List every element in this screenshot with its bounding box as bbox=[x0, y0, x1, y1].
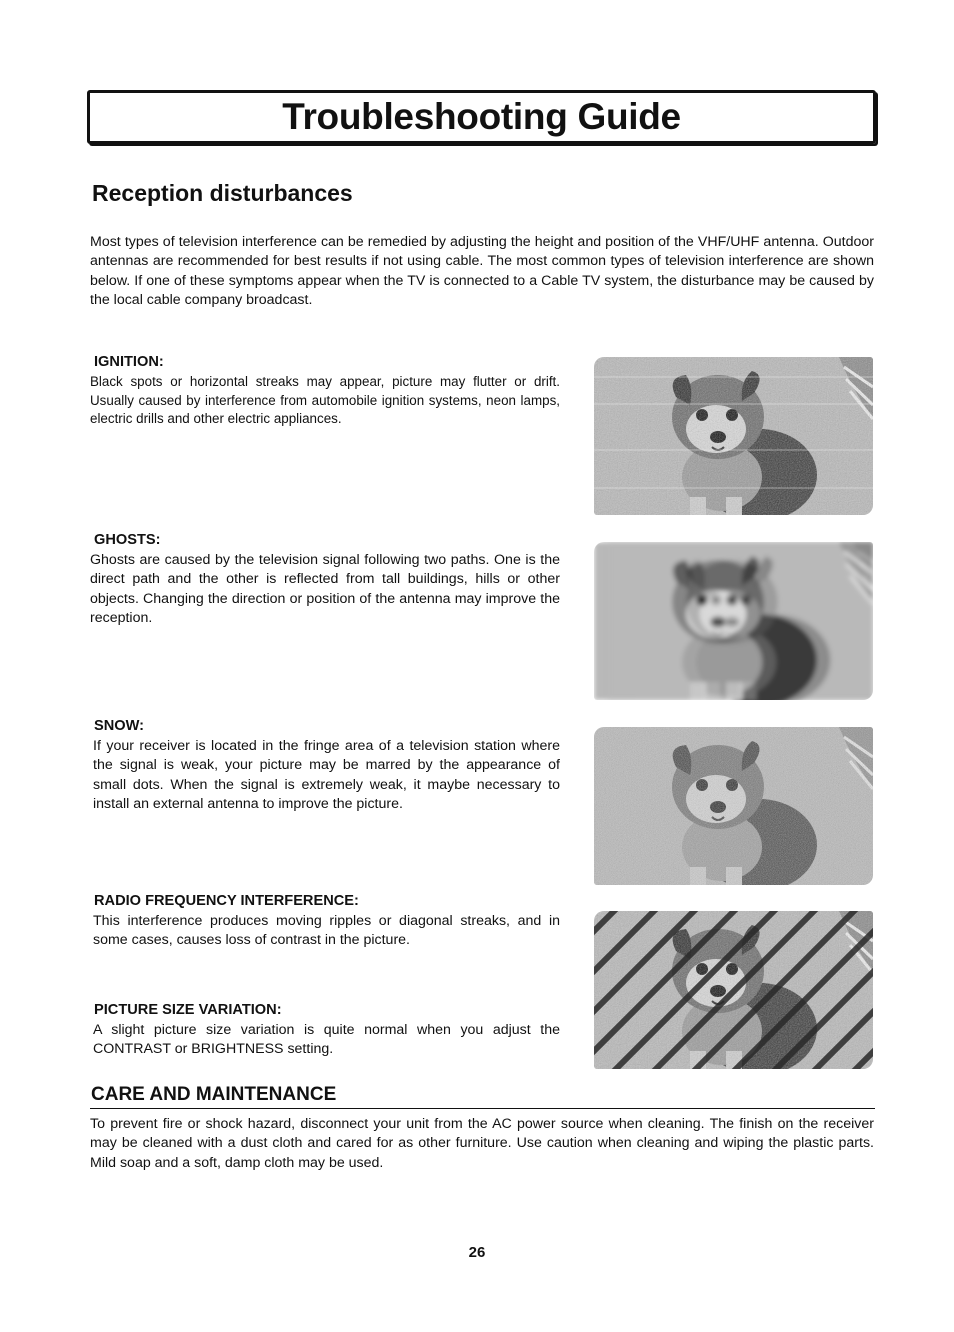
picture-size-heading: PICTURE SIZE VARIATION: bbox=[94, 1002, 282, 1018]
snow-section bbox=[90, 718, 560, 815]
page-title: Troubleshooting Guide bbox=[282, 96, 681, 137]
picture-size-section bbox=[90, 1002, 560, 1060]
care-divider bbox=[90, 1108, 875, 1109]
rf-interference-text: This interference produces moving ripples or diagonal streaks, and in some cases, causes loss of contrast in the picture. bbox=[93, 913, 560, 949]
section-title: Reception disturbances bbox=[92, 180, 353, 206]
snow-text: If your receiver is located in the fringe area of a television station where the signal is weak, your picture may be marred by the appearance of small dots. When the signal is extremely weak, it maybe necessary to install an external antenna to improve the picture. bbox=[93, 738, 560, 813]
ignition-text: Black spots or horizontal streaks may appear, picture may flutter or drift. Usually caused by interference from automobile ignition systems, neon lamps, electric drills and other electric appliances. bbox=[90, 374, 560, 427]
intro-paragraph: Most types of television interference can be remedied by adjusting the height and position of the VHF/UHF antenna. Outdoor antennas are recommended for best results if not using cable. The most common types of television interference are shown below. If one of these symptoms appear when the TV is connected to a Cable TV system, the disturbance may be caused by the local cable company broadcast. bbox=[90, 234, 874, 309]
care-text: To prevent fire or shock hazard, disconnect your unit from the AC power source when cleaning. The finish on the receiver may be cleaned with a dust cloth and cared for as other furniture. Use caution when cleaning and wiping the plastic parts. Mild soap and a soft, damp cloth may be used. bbox=[90, 1116, 874, 1171]
rf-interference-image bbox=[594, 911, 873, 1069]
rf-interference-section bbox=[90, 893, 560, 951]
ghosts-section bbox=[90, 532, 560, 629]
ghosts-image bbox=[594, 542, 873, 700]
ignition-heading: IGNITION: bbox=[94, 354, 164, 370]
snow-heading: SNOW: bbox=[94, 718, 144, 734]
ghosts-heading: GHOSTS: bbox=[94, 532, 161, 548]
care-heading: CARE AND MAINTENANCE bbox=[91, 1084, 337, 1105]
ignition-section bbox=[90, 354, 560, 429]
title-box bbox=[87, 90, 876, 144]
ignition-image bbox=[594, 357, 873, 515]
rf-interference-heading: RADIO FREQUENCY INTERFERENCE: bbox=[94, 893, 359, 909]
page-number: 26 bbox=[468, 1244, 486, 1261]
snow-image bbox=[594, 727, 873, 885]
ghosts-text: Ghosts are caused by the television signal following two paths. One is the direct path and the other is reflected from tall buildings, hills or other objects. Changing the direction or position of the antenna may improve the reception. bbox=[90, 552, 560, 627]
picture-size-text: A slight picture size variation is quite normal when you adjust the CONTRAST or BRIGHTNESS setting. bbox=[93, 1022, 560, 1058]
